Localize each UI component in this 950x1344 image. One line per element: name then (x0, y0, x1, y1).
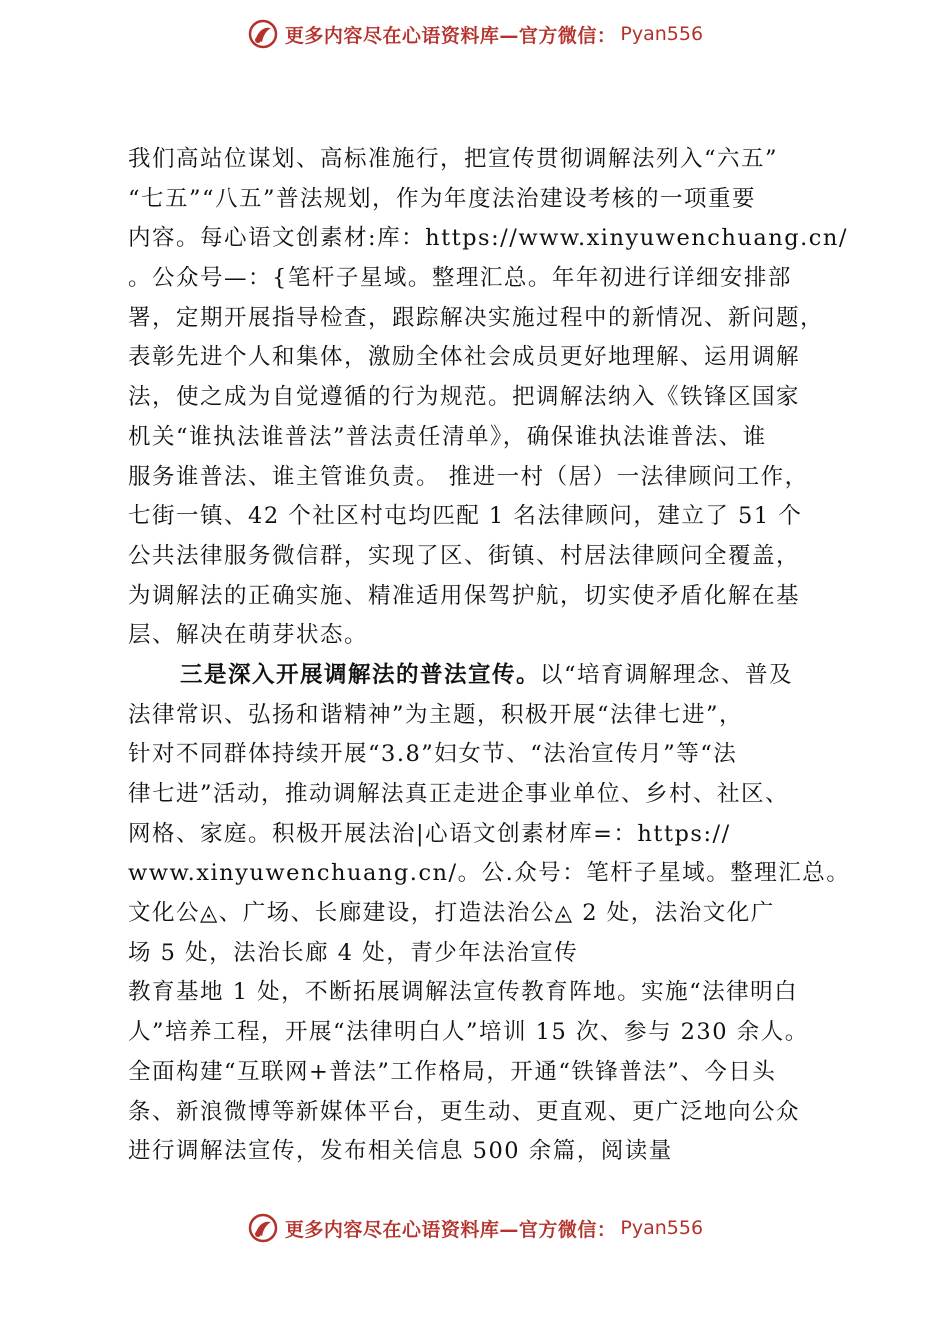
banner-text: 更多内容尽在心语资料库—官方微信： (284, 1218, 617, 1241)
text-line: 教育基地 1 处，不断拓展调解法宣传教育阵地。实施“法律明白 (128, 979, 799, 1006)
paragraph-heading-line (128, 656, 848, 696)
text-line: 七街一镇、42 个社区村屯均匹配 1 名法律顾问，建立了 51 个 (128, 503, 803, 530)
text-line: 为调解法的正确实施、精准适用保驾护航，切实使矛盾化解在基 (128, 582, 801, 609)
text-line: 服务谁普法、谁主管谁负责。 推进一村（居）一法律顾问工作， (128, 463, 809, 490)
text-line: 全面构建“互联网+普法”工作格局，开通“铁锋普法”、今日头 (128, 1058, 777, 1085)
text-line: 署，定期开展指导检查，跟踪解决实施过程中的新情况、新问题， (128, 304, 825, 331)
text-line: www.xinyuwenchuang.cn/。公.众号：笔杆子星域。整理汇总。 (128, 860, 851, 887)
document-body (128, 140, 851, 1172)
text-line: 场 5 处，法治长廊 4 处，青少年法治宣传 (128, 939, 579, 966)
heading-line-rest: 以“培育调解理念、普及 (540, 661, 794, 688)
logo-icon (247, 1212, 279, 1244)
header-banner (0, 14, 950, 54)
text-line: “七五”“八五”普法规划，作为年度法治建设考核的一项重要 (128, 185, 757, 212)
text-line: 表彰先进个人和集体，激励全体社会成员更好地理解、运用调解 (128, 344, 801, 371)
banner-wechat-id: Pyan556 (620, 1217, 704, 1239)
banner-text: 更多内容尽在心语资料库—官方微信： (284, 24, 617, 47)
logo-icon (247, 18, 279, 50)
text-line: 公共法律服务微信群，实现了区、街镇、村居法律顾问全覆盖， (128, 542, 801, 569)
text-line: 进行调解法宣传，发布相关信息 500 余篇，阅读量 (128, 1138, 673, 1165)
text-line: 网格、家庭。积极开展法治|心语文创素材库=：https:// (128, 820, 731, 847)
text-line: 内容。每心语文创素材:库：https://www.xinyuwenchuang.cn/ (128, 225, 848, 252)
banner-wechat-id: Pyan556 (620, 23, 704, 45)
text-line: 。公众号—：{笔杆子星域。整理汇总。年年初进行详细安排部 (128, 265, 792, 292)
text-line: 法，使之成为自觉遵循的行为规范。把调解法纳入《铁锋区国家 (128, 384, 801, 411)
text-line: 律七进”活动，推动调解法真正走进企事业单位、乡村、社区、 (128, 781, 790, 807)
text-line: 条、新浪微博等新媒体平台，更生动、更直观、更广泛地向公众 (128, 1098, 801, 1125)
footer-banner (0, 1208, 950, 1248)
paragraph-heading: 三是深入开展调解法的普法宣传。 (180, 661, 541, 688)
text-line: 人”培养工程，开展“法律明白人”培训 15 次、参与 230 余人。 (128, 1019, 809, 1046)
text-line: 层、解决在萌芽状态。 (128, 622, 369, 649)
text-line: 机关“谁执法谁普法”普法责任清单》，确保谁执法谁普法、谁 (128, 423, 767, 450)
text-line: 我们高站位谋划、高标准施行，把宣传贯彻调解法列入“六五” (128, 146, 779, 172)
text-line: 法律常识、弘扬和谐精神”为主题，积极开展“法律七进”， (128, 701, 744, 728)
text-line: 文化公◬、广场、长廊建设，打造法治公◬ 2 处，法治文化广 (128, 900, 775, 927)
text-line: 针对不同群体持续开展“3.8”妇女节、“法治宣传月”等“法 (128, 741, 738, 768)
